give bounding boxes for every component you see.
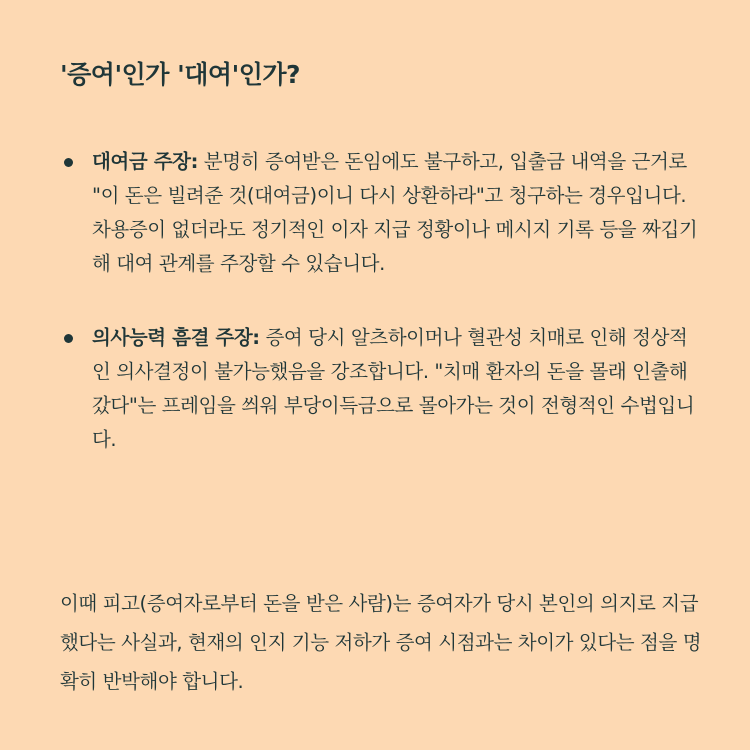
bullet-dot-icon xyxy=(64,334,73,343)
bullet-text: 증여 당시 알츠하이머나 혈관성 치매로 인해 정상적인 의사결정이 불가능했음을 강조합니다. "치매 환자의 돈을 몰래 인출해 갔다"는 프레임을 씌워 부당이득금으로 몰아가는 것이 전형적인 수법입니다. xyxy=(92,326,695,451)
page-title: '증여'인가 '대여'인가? xyxy=(60,60,301,89)
bullet-label: 의사능력 흠결 주장: xyxy=(92,326,260,349)
bullet-item-capacity-claim xyxy=(60,321,700,457)
closing-paragraph: 이때 피고(증여자로부터 돈을 받은 사람)는 증여자가 당시 본인의 의지로 지급했다는 사실과, 현재의 인지 기능 저하가 증여 시점과는 차이가 있다는 점을 명확히 반박해야 합니다. xyxy=(60,592,702,693)
bullet-text: 분명히 증여받은 돈임에도 불구하고, 입출금 내역을 근거로 "이 돈은 빌려준 것(대여금)이니 다시 상환하라"고 청구하는 경우입니다. 차용증이 없더라도 정기적인 이자 지급 정황이나 메시지 기록 등을 짜깁기해 대여 관계를 주장할 수 있습니다. xyxy=(92,150,698,275)
bullet-dot-icon xyxy=(64,158,73,167)
bullet-label: 대여금 주장: xyxy=(92,150,198,173)
bullet-list xyxy=(60,145,700,457)
bullet-item-loan-claim xyxy=(60,145,700,281)
